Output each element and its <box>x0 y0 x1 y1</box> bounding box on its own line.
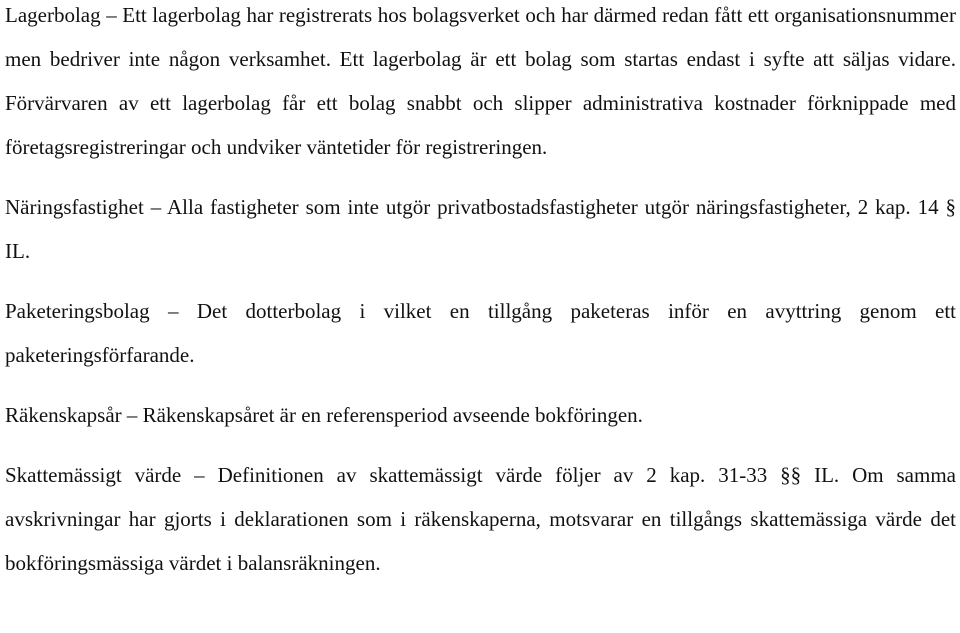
entry-definition: Ett lagerbolag har registrerats hos bolagsverket och har därmed redan fått ett organisationsnummer men bedriver inte någon verksamhet. Ett lagerbolag är ett bolag som startas endast i syfte att säljas vidare. Förvärvaren av ett lagerbolag får ett bolag snabbt och slipper administrativa kostnader förknippade med företagsregistreringar och undviker väntetider för registreringen. <box>5 3 956 159</box>
entry-term: Paketeringsbolag <box>5 299 150 323</box>
entry-dash: – <box>126 403 138 427</box>
glossary-entry-lagerbolag <box>5 0 956 169</box>
entry-definition: Det dotterbolag i vilket en tillgång paketeras inför en avyttring genom ett paketeringsförfarande. <box>5 299 957 367</box>
entry-dash: – <box>194 463 205 487</box>
entry-term: Näringsfastighet <box>5 195 144 219</box>
entry-term: Lagerbolag <box>5 3 101 27</box>
glossary-entry-naringsfastighet <box>5 185 956 273</box>
entry-definition: Definitionen av skattemässigt värde följer av 2 kap. 31-33 §§ IL. Om samma avskrivningar har gjorts i deklarationen som i räkenskaperna, motsvarar en tillgångs skattemässiga värde det bokföringsmässiga värdet i balansräkningen. <box>5 463 956 575</box>
glossary-entry-rakenskapsar <box>5 393 956 437</box>
entry-dash: – <box>150 195 162 219</box>
glossary-entry-skattemassigt-varde <box>5 453 956 585</box>
entry-term: Skattemässigt värde <box>5 463 182 487</box>
entry-term: Räkenskapsår <box>5 403 122 427</box>
glossary-entry-paketeringsbolag <box>5 289 956 377</box>
glossary-page <box>5 0 956 585</box>
entry-dash: – <box>106 3 117 27</box>
entry-dash: – <box>167 299 179 323</box>
entry-definition: Alla fastigheter som inte utgör privatbostadsfastigheter utgör näringsfastigheter, 2 kap. 14 § IL. <box>5 195 957 263</box>
entry-definition: Räkenskapsåret är en referensperiod avseende bokföringen. <box>142 403 643 427</box>
